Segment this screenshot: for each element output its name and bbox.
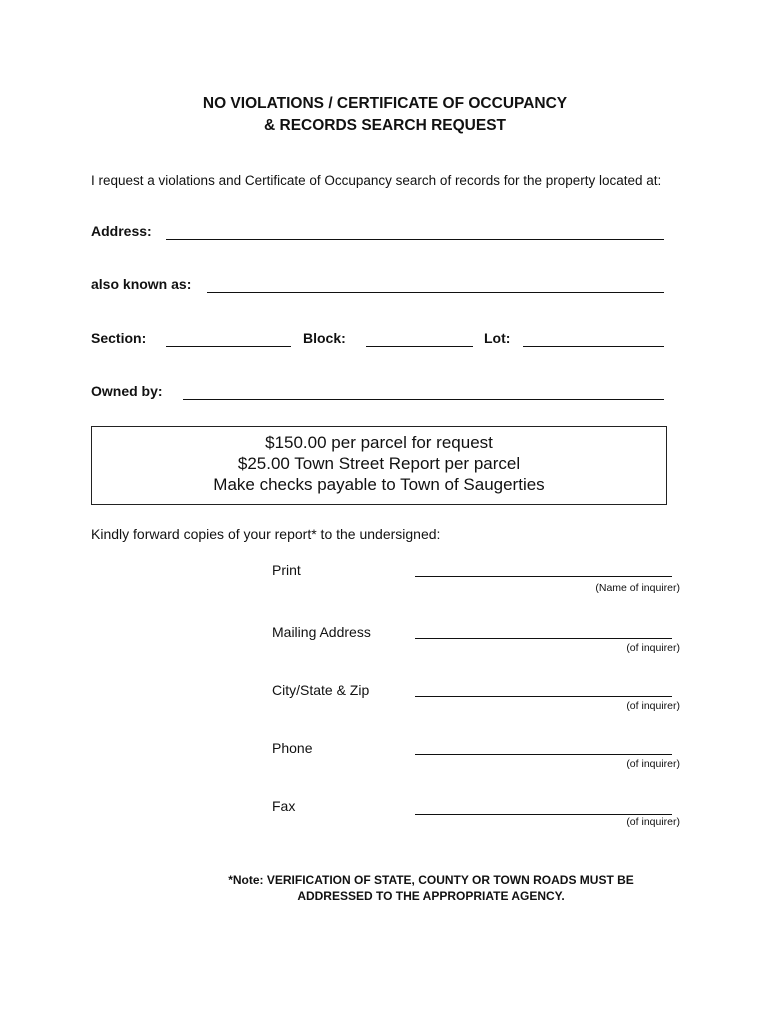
form-title-line2: & RECORDS SEARCH REQUEST bbox=[264, 117, 506, 134]
fee-box bbox=[91, 426, 667, 505]
address-field[interactable] bbox=[166, 239, 664, 240]
block-label: Block: bbox=[303, 330, 346, 346]
aka-field[interactable] bbox=[207, 292, 664, 293]
owned-by-field[interactable] bbox=[183, 399, 664, 400]
intro-text: I request a violations and Certificate of Occupancy search of records for the property located at: bbox=[91, 173, 662, 188]
owned-by-label: Owned by: bbox=[91, 383, 163, 399]
fee-street-report: $25.00 Town Street Report per parcel bbox=[237, 454, 521, 473]
fee-request: $150.00 per parcel for request bbox=[265, 433, 493, 452]
city-state-zip-field[interactable] bbox=[415, 696, 672, 697]
city-state-zip-sublabel: (of inquirer) bbox=[626, 700, 680, 712]
form-title-line1: NO VIOLATIONS / CERTIFICATE OF OCCUPANCY bbox=[202, 95, 568, 112]
block-field[interactable] bbox=[366, 346, 473, 347]
print-sublabel: (Name of inquirer) bbox=[595, 582, 680, 594]
mailing-address-label: Mailing Address bbox=[272, 624, 371, 640]
phone-field[interactable] bbox=[415, 754, 672, 755]
section-label: Section: bbox=[91, 330, 147, 346]
print-name-field[interactable] bbox=[415, 576, 672, 577]
print-label: Print bbox=[272, 562, 301, 578]
note-line1: *Note: VERIFICATION OF STATE, COUNTY OR TOWN ROADS MUST BE bbox=[228, 873, 634, 887]
phone-sublabel: (of inquirer) bbox=[626, 758, 680, 770]
forward-instructions: Kindly forward copies of your report* to the undersigned: bbox=[91, 526, 441, 542]
aka-label: also known as: bbox=[91, 276, 192, 292]
city-state-zip-label: City/State & Zip bbox=[272, 682, 370, 698]
fee-payable-to: Make checks payable to Town of Saugerties bbox=[213, 475, 545, 494]
fax-sublabel: (of inquirer) bbox=[626, 816, 680, 828]
lot-label: Lot: bbox=[484, 330, 511, 346]
note-line2: ADDRESSED TO THE APPROPRIATE AGENCY. bbox=[297, 889, 565, 903]
section-field[interactable] bbox=[166, 346, 291, 347]
mailing-address-field[interactable] bbox=[415, 638, 672, 639]
phone-label: Phone bbox=[272, 740, 313, 756]
fax-field[interactable] bbox=[415, 814, 672, 815]
lot-field[interactable] bbox=[523, 346, 664, 347]
address-label: Address: bbox=[91, 223, 152, 239]
fax-label: Fax bbox=[272, 798, 296, 814]
mailing-address-sublabel: (of inquirer) bbox=[626, 642, 680, 654]
